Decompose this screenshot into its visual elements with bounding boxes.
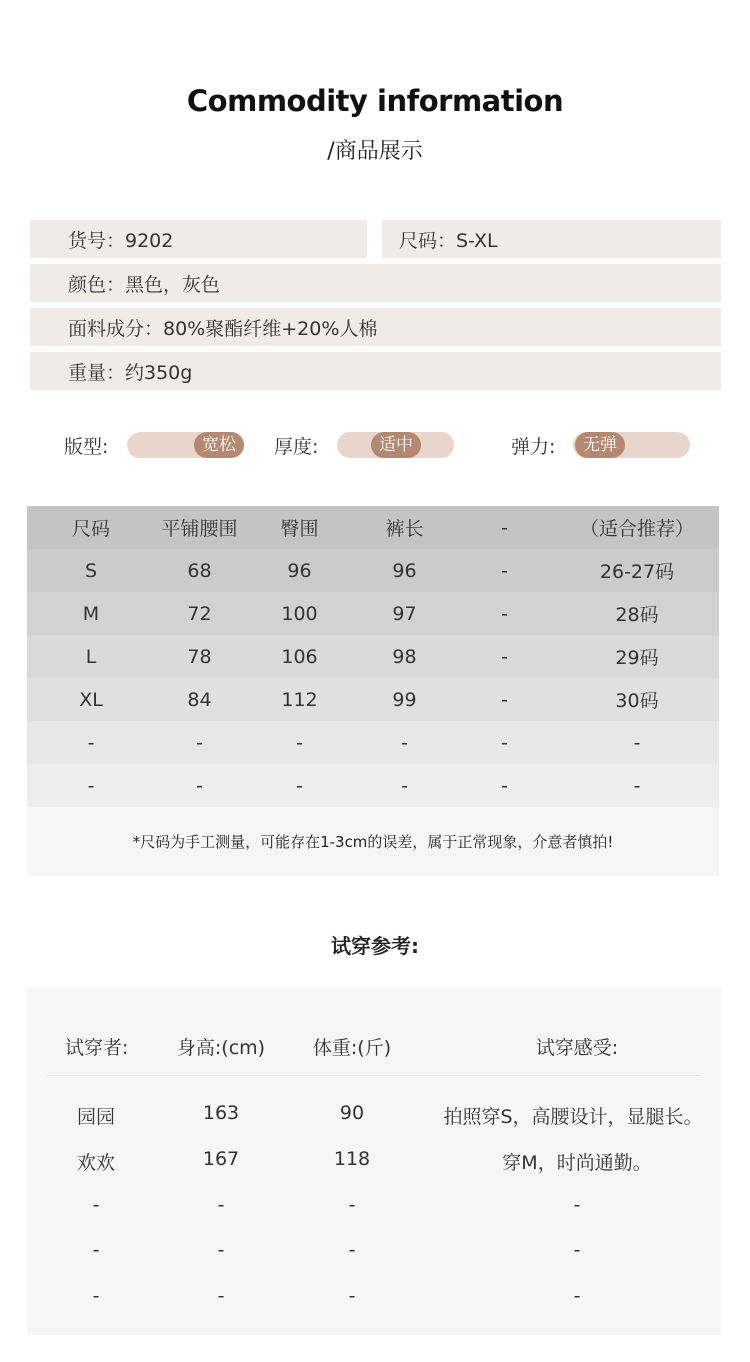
try-on-header (27, 1033, 721, 1063)
table-cell: - (401, 774, 408, 797)
size-table-header (27, 506, 719, 549)
table-cell: - (196, 774, 203, 797)
measurement-note: *尺码为手工测量，可能存在1-3cm的误差，属于正常现象，介意者慎拍! (27, 807, 719, 876)
table-cell: - (501, 602, 508, 625)
table-row (27, 1194, 721, 1224)
info-item-no: 货号：9202 (30, 220, 367, 258)
divider (47, 1075, 701, 1076)
header-cell: 体重:(斤) (312, 1037, 392, 1059)
table-row (27, 1102, 721, 1132)
table-cell: 园园 (76, 1106, 115, 1128)
info-weight: 重量：约350g (30, 352, 721, 390)
table-cell: 68 (187, 559, 212, 582)
table-cell: 118 (333, 1148, 371, 1170)
table-cell: 26-27码 (599, 561, 675, 583)
table-cell: - (501, 559, 508, 582)
table-cell: 90 (339, 1102, 365, 1124)
table-cell: - (348, 1194, 356, 1216)
table-cell: 98 (392, 645, 417, 668)
table-cell: - (501, 688, 508, 711)
table-cell: - (217, 1239, 225, 1261)
try-on-title: 试穿参考: (331, 934, 419, 958)
table-cell: 97 (392, 602, 417, 625)
table-cell: - (348, 1239, 356, 1261)
table-cell: - (217, 1285, 225, 1307)
header-cell: 身高:(cm) (176, 1037, 266, 1059)
table-cell: - (573, 1239, 581, 1261)
table-cell: 72 (187, 602, 212, 625)
table-cell: 欢欢 (76, 1152, 115, 1174)
table-row (27, 764, 719, 807)
header-cell: 裤长 (385, 518, 424, 540)
header-cell: - (501, 516, 508, 539)
header-cell: 试穿者: (65, 1037, 129, 1059)
table-cell: - (401, 731, 408, 754)
table-cell: - (633, 774, 641, 797)
table-cell: S (84, 559, 98, 582)
property-scales (0, 428, 750, 462)
table-cell: - (296, 774, 303, 797)
table-row (27, 721, 719, 764)
table-cell: 163 (202, 1102, 240, 1124)
table-cell: - (92, 1194, 100, 1216)
header-cell: 臀围 (280, 518, 319, 540)
table-cell: - (92, 1239, 100, 1261)
table-cell: 167 (202, 1148, 240, 1170)
try-on-panel (27, 987, 721, 1335)
table-cell: 96 (287, 559, 312, 582)
header-cell: （适合推荐） (579, 518, 694, 540)
table-cell: 106 (281, 645, 318, 668)
table-cell: - (633, 731, 641, 754)
table-cell: 拍照穿S，高腰设计，显腿长。 (443, 1106, 703, 1128)
info-fabric: 面料成分：80%聚酯纤维+20%人棉 (30, 308, 721, 346)
info-size: 尺码：S-XL (382, 220, 721, 258)
fit-label: 版型: (64, 436, 109, 458)
table-cell: - (92, 1285, 100, 1307)
table-row (27, 1285, 721, 1315)
table-cell: - (501, 774, 508, 797)
page-title: Commodity information (186, 84, 564, 118)
table-cell: - (217, 1194, 225, 1216)
header-cell: 试穿感受: (535, 1037, 619, 1059)
table-cell: M (82, 602, 100, 625)
table-cell: - (573, 1194, 581, 1216)
table-cell: 28码 (615, 604, 659, 626)
table-cell: 84 (187, 688, 212, 711)
table-cell: - (348, 1285, 356, 1307)
table-cell: 78 (187, 645, 212, 668)
table-cell: 穿M，时尚通勤。 (502, 1152, 652, 1174)
page-subtitle: /商品展示 (327, 139, 423, 164)
table-cell: - (87, 774, 95, 797)
table-row (27, 592, 719, 635)
table-cell: L (85, 645, 97, 668)
table-cell: 29码 (615, 647, 659, 669)
table-cell: - (501, 731, 508, 754)
info-color: 颜色：黑色，灰色 (30, 264, 721, 302)
thickness-label: 厚度: (274, 436, 319, 458)
table-cell: - (501, 645, 508, 668)
elasticity-value-pill: 无弹 (575, 432, 625, 458)
table-cell: XL (79, 688, 103, 711)
table-cell: - (573, 1285, 581, 1307)
fit-value-pill: 宽松 (194, 432, 244, 458)
table-cell: 30码 (615, 690, 659, 712)
header-cell: 尺码 (71, 518, 110, 540)
table-cell: 100 (281, 602, 318, 625)
thickness-value-pill: 适中 (371, 432, 421, 458)
elasticity-label: 弹力: (511, 436, 556, 458)
table-row (27, 549, 719, 592)
table-row (27, 678, 719, 721)
size-table (27, 506, 719, 876)
table-cell: 112 (281, 688, 318, 711)
table-row (27, 635, 719, 678)
table-row (27, 1148, 721, 1178)
table-cell: 96 (392, 559, 417, 582)
table-cell: 99 (392, 688, 417, 711)
table-cell: - (87, 731, 95, 754)
table-cell: - (196, 731, 203, 754)
table-row (27, 1239, 721, 1269)
table-cell: - (296, 731, 303, 754)
header-cell: 平铺腰围 (161, 518, 238, 540)
